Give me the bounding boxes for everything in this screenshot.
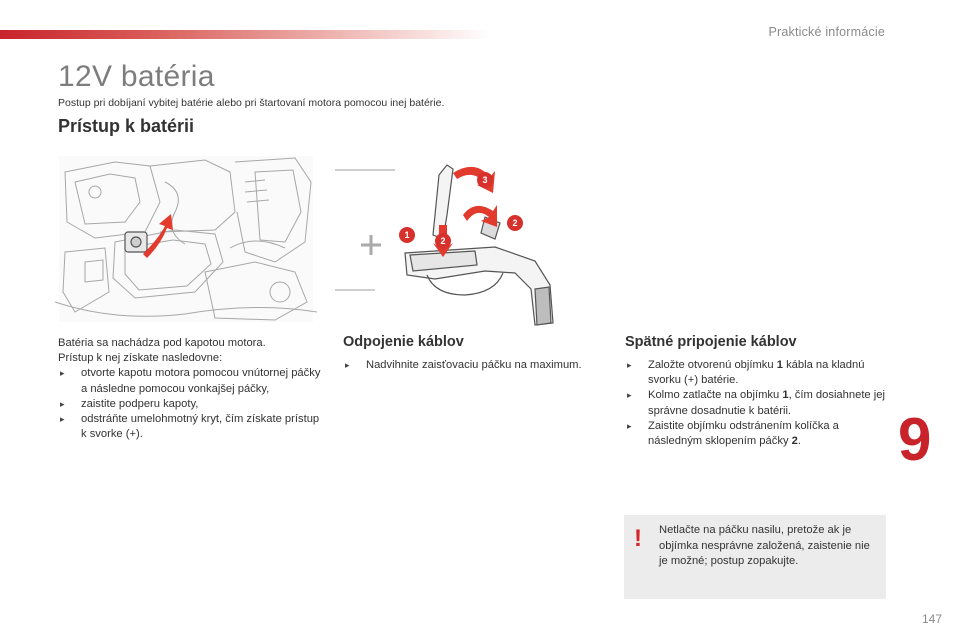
col1-line2: Prístup k nej získate nasledovne: [58,352,223,365]
page-title: 12V batéria [58,60,215,93]
chapter-number: 9 [898,406,932,473]
marker-2-right: 2 [512,218,518,228]
list-item: ▸ Nadvihnite zaisťovaciu páčku na maximum. [343,358,608,373]
section-header: Praktické informácie [768,25,885,39]
warning-box [624,515,886,599]
list-item: ▸ Zaistite objímku odstránením kolíčka a následným sklopením páčky 2. [627,419,839,448]
marker-3: 3 [482,175,488,185]
bullet-icon: ▸ [60,414,65,425]
bullet-icon: ▸ [627,390,632,401]
bullet-icon: ▸ [60,368,65,379]
disconnect-text [343,358,608,373]
warning-exclamation-icon: ! [634,525,642,552]
reconnect-heading: Spätné pripojenie káblov [625,334,797,350]
col1-steps [58,366,323,442]
engine-bay-illustration [55,152,317,326]
list-item: ▸ zaistite podperu kapoty, [58,397,323,412]
positive-terminal-icon [361,235,381,255]
battery-access-text [58,336,323,442]
list-item: ▸ odstráňte umelohmotný kryt, čím získate prístup k svorke (+). [60,413,320,441]
list-item: ▸ Založte otvorenú objímku 1 kábla na kladnú svorku (+) batérie. [627,359,865,387]
bullet-icon: ▸ [60,398,65,409]
battery-clamp-illustration [335,155,565,327]
section-title: Prístup k batérii [58,116,195,136]
disconnect-heading: Odpojenie káblov [343,334,464,350]
bullet-icon: ▸ [627,420,632,431]
marker-2-center: 2 [440,236,446,246]
reconnect-text [625,358,890,449]
bullet-icon: ▸ [345,360,350,370]
list-item: ▸ Kolmo zatlačte na objímku 1, čím dosiahnete jej správne dosadnutie k batérii. [627,389,885,417]
warning-text: Netlačte na páčku nasilu, pretože ak je objímka nesprávne založená, zaistenie nie je možné; postup zopakujte. [659,524,870,567]
list-item: ▸ otvorte kapotu motora pomocou vnútornej páčky a následne pomocou vonkajšej páčky, [60,367,321,395]
header-accent-bar [0,30,490,39]
bullet-icon: ▸ [627,360,632,370]
intro-text: Postup pri dobíjaní vybitej batérie alebo pri štartovaní motora pomocou inej batérie. [58,97,445,109]
arrow-lock-icon [463,205,497,227]
col1-line1: Batéria sa nachádza pod kapotou motora. [58,337,266,349]
page-number: 147 [921,612,942,626]
marker-1: 1 [404,230,410,240]
